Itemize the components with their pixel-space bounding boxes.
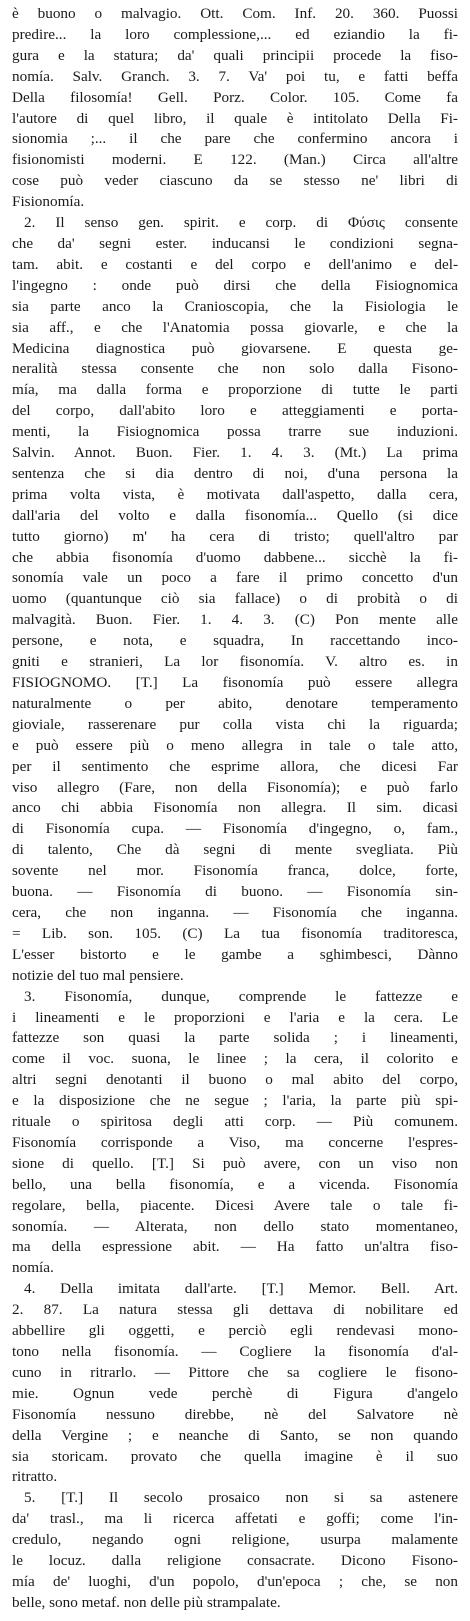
text-line: e può essere più o meno allegra in tale o tale atto,: [12, 736, 458, 754]
text-line: della Vergine ; e neanche di Santo, se non quando: [12, 1426, 458, 1444]
text-line: = Lib. son. 105. (C) La tua fisonomía traditoresca,: [12, 924, 458, 942]
text-line: naturalmente o per abito, denotare temperamento: [12, 694, 458, 712]
text-line: di talento, Che dà segni di mente svegliata. Più: [12, 841, 458, 859]
text-line: le locuz. dalla religione consacrate. Dicono Fisono-: [12, 1552, 458, 1570]
text-line: predire... la loro complessione,... ed eziandio la fi-: [12, 25, 458, 43]
text-line: sonomía vale un poco a fare il primo concetto d'un: [12, 569, 458, 587]
text-line: uomo (quantunque ciò sia fallace) o di probità o di: [12, 590, 458, 608]
text-line: Fisonomía corrisponde a Viso, ma concerne l'espres-: [12, 1133, 458, 1151]
text-line: mía, ma dalla forma e proporzione di tutte le parti: [12, 381, 458, 399]
text-line: Salvin. Annot. Buon. Fier. 1. 4. 3. (Mt.) La prima: [12, 444, 458, 462]
text-line: mía de' luoghi, d'un popolo, d'un'epoca ; che, se non: [12, 1572, 458, 1590]
text-line: cera, che non inganna. — Fisonomía che inganna.: [12, 903, 458, 921]
text-line: neralità stessa consente che non solo dalla Fisono-: [12, 360, 458, 378]
text-line: rituale o spiritosa degli atti corp. — Più comunem.: [12, 1113, 458, 1131]
text-line: l'autore di quel libro, il quale è intitolato Della Fi-: [12, 109, 458, 127]
text-line: 2. 87. La natura stessa gli dettava di nobilitare ed: [12, 1301, 458, 1319]
entry-text: [12, 4, 458, 1614]
text-line: fisionomisti moderni. E 122. (Man.) Circa all'altre: [12, 151, 458, 169]
text-line: sia storicam. provato che quella imagine è il suo: [12, 1447, 458, 1465]
text-line: altri segni denotanti il buono o mal abito del corpo,: [12, 1071, 458, 1089]
text-line: gura e la statura; da' quali principii procede la fiso-: [12, 46, 458, 64]
text-line: Della filosomía! Gell. Porz. Color. 105. Come fa: [12, 88, 458, 106]
text-line: viso allegro (Fare, non della Fisonomía); e può farlo: [12, 778, 458, 796]
text-line: sione di quello. [T.] Si può avere, con un viso non: [12, 1154, 458, 1172]
text-line: fattezze son quasi la parte solida ; i lineamenti,: [12, 1029, 458, 1047]
text-line: regolare, bella, piacente. Dicesi Avere tale o tale fi-: [12, 1196, 458, 1214]
text-line: sentenza che si dia dentro di noi, d'una persona la: [12, 464, 458, 482]
text-line: mie. Ognun vede perchè di Figura d'angelo: [12, 1384, 458, 1402]
text-line: che da' segni ester. inducansi le condizioni segna-: [12, 234, 458, 252]
text-line: 3. Fisonomía, dunque, comprende le fattezze e: [24, 987, 458, 1005]
text-line: persone, e nota, e squadra, In raccettando inco-: [12, 632, 458, 650]
text-line: ritratto.: [12, 1468, 58, 1486]
text-line: tono nella fisonomía. — Cogliere la fisonomía d'al-: [12, 1343, 458, 1360]
text-line: bello, una bella fisonomía, e a vicenda. Fisonomía: [12, 1175, 458, 1193]
text-line: 2. Il senso gen. spirit. e corp. di Φύσις consente: [24, 214, 458, 232]
text-line: è buono o malvagio. Ott. Com. Inf. 20. 360. Puossi: [12, 5, 458, 22]
text-line: prima volta vista, è motivata dall'aspetto, dalla cera,: [12, 485, 458, 503]
text-line: cose può veder ciascuno da se stesso ne' libri di: [12, 172, 458, 190]
text-line: gioviale, rasserenare pur colla vista chi la riguarda;: [12, 715, 458, 733]
text-line: sia aff., e che l'Anatomia possa giovarle, e che la: [12, 318, 458, 336]
text-line: di Fisonomía cupa. — Fisonomía d'ingegno, o, fam.,: [12, 820, 458, 838]
text-line: sonomía. — Alterata, non dello stato momentaneo,: [12, 1217, 458, 1235]
text-line: dall'aria del volto e dalla fisonomía... Quello (si dice: [12, 506, 458, 524]
text-line: sovente nel mor. Fisonomía franca, dolce, forte,: [12, 862, 458, 880]
text-line: belle, sono metaf. non delle più strampalate.: [12, 1593, 281, 1611]
text-line: L'esser bistorto e le gambe a sghimbesci, Dànno: [12, 945, 458, 963]
text-line: nomía. Salv. Granch. 3. 7. Va' poi tu, e fatti beffa: [12, 67, 458, 85]
text-line: Fisionomía.: [12, 193, 85, 211]
text-line: 4. Della imitata dall'arte. [T.] Memor. Bell. Art.: [24, 1280, 458, 1298]
text-line: del corpo, dall'abito loro e atteggiamenti e porta-: [12, 402, 458, 420]
text-line: i lineamenti e le proporzioni e l'aria e la cera. Le: [12, 1008, 458, 1026]
text-line: abbellire gli oggetti, e perciò egli rendevasi mono-: [12, 1322, 458, 1340]
text-line: tam. abit. e costanti e del corpo e dell'animo e del-: [12, 255, 458, 273]
text-line: ma della espressione abit. — Ha fatto un'altra fiso-: [12, 1238, 458, 1256]
text-line: menti, la Fisiognomica possa trarre sue induzioni.: [12, 423, 458, 441]
text-line: gniti e stranieri, La lor fisonomía. V. altro es. in: [12, 653, 458, 671]
text-line: come il voc. suona, le linee ; la cera, il colorito e: [12, 1050, 458, 1068]
text-line: e la disposizione che ne segue ; l'aria, la parte più spi-: [12, 1092, 458, 1110]
text-line: per il sentimento che esprime allora, che dicesi Far: [12, 757, 458, 775]
text-line: Medicina diagnostica può giovarsene. E questa ge-: [12, 339, 458, 357]
text-line: l'ingegno : onde può dirsi che della Fisiognomica: [12, 276, 458, 294]
text-line: credulo, negando ogni religione, usurpa malamente: [12, 1531, 458, 1549]
text-line: Fisonomía nessuno direbbe, nè del Salvatore nè: [12, 1405, 458, 1423]
text-line: sia parte anco la Cranioscopia, che la Fisiologia le: [12, 297, 458, 315]
text-line: nomía.: [12, 1259, 54, 1277]
text-line: che abbia fisonomía d'uomo dabbene... sicchè la fi-: [12, 548, 458, 566]
text-line: da' trasl., ma li ricerca affetati e goffi; come l'in-: [12, 1510, 458, 1528]
text-line: cuno in ritrarlo. — Pittore che sa cogliere le fisono-: [12, 1363, 458, 1381]
text-line: buona. — Fisonomía di buono. — Fisonomía sin-: [12, 883, 458, 901]
text-line: malvagità. Buon. Fier. 1. 4. 3. (C) Pon mente alle: [12, 611, 458, 629]
text-line: 5. [T.] Il secolo prosaico non si sa astenere: [24, 1489, 458, 1507]
text-line: notizie del tuo mal pensiere.: [12, 966, 184, 984]
text-line: anco chi abbia Fisonomía non allegra. Il sim. dicasi: [12, 799, 458, 817]
text-line: FISIOGNOMO. [T.] La fisonomía può essere allegra: [12, 674, 458, 691]
text-line: tutto giorno) m' ha cera di tristo; quell'altro par: [12, 527, 458, 545]
text-line: sionomia ;... il che pare che confermino ancora i: [12, 130, 458, 148]
